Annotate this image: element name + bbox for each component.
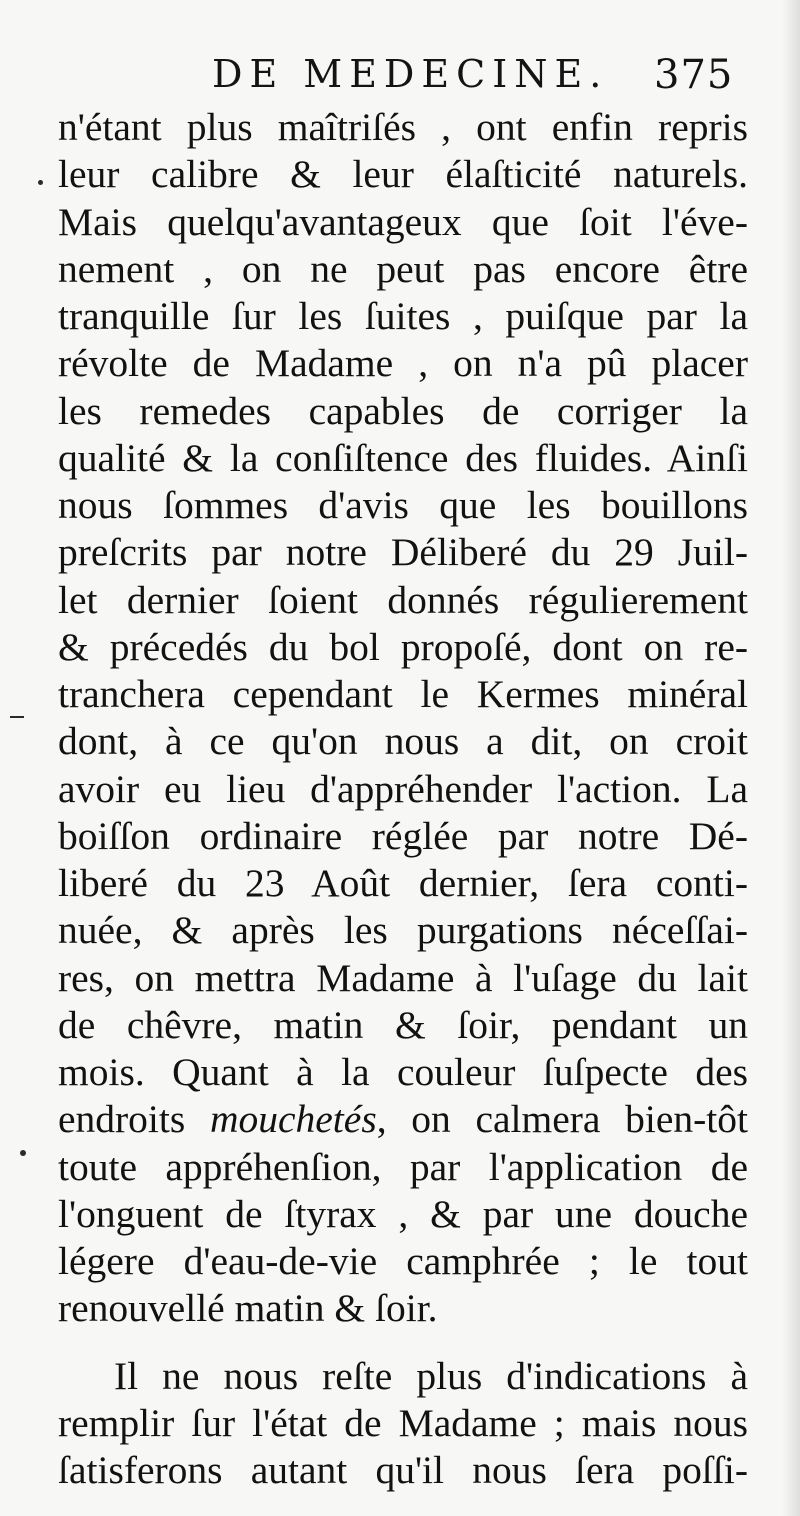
text-line: Mais quelqu'avantageux que ſoit l'éve- [58, 199, 748, 244]
text-line: les remedes capables de corriger la [58, 388, 748, 433]
page-number: 375 [654, 52, 734, 98]
text-line: ſatisferons autant qu'il nous ſera poſſi- [58, 1448, 748, 1492]
text-line: & précedés du bol propoſé, dont on re- [58, 624, 748, 669]
text-line: liberé du 23 Août dernier, ſera conti- [58, 861, 748, 905]
running-head-title: DE MEDECINE. [212, 52, 609, 96]
scan-speck [38, 180, 43, 185]
text-line: leur calibre & leur élaſticité naturels. [58, 152, 748, 197]
text-line: toute appréhenſion, par l'application de [58, 1144, 748, 1189]
text-line: qualité & la conſiſtence des fluides. Ainſi [58, 435, 748, 480]
text-line: nement , on ne peut pas encore être [58, 246, 748, 291]
running-head [0, 52, 800, 100]
text-line: tranchera cependant le Kermes minéral [58, 672, 748, 716]
paragraph-1 [58, 104, 748, 1333]
text-line: tranquille ſur les ſuites , puiſque par la [58, 294, 748, 338]
page-edge-shadow [782, 0, 800, 1516]
scan-speck [20, 1150, 26, 1156]
text-line: renouvellé matin & ſoir. [58, 1286, 438, 1331]
text-line: révolte de Madame , on n'a pû placer [58, 341, 748, 386]
text-line: dont, à ce qu'on nous a dit, on croit [58, 719, 748, 764]
text-segment: endroits [58, 1097, 210, 1142]
text-line: nuée, & après les purgations néceſſai- [58, 908, 748, 953]
text-line: mois. Quant à la couleur ſuſpecte des [58, 1050, 748, 1094]
text-line: preſcrits par notre Déliberé du 29 Juil- [58, 530, 748, 575]
text-segment: , on calmera bien-tôt [376, 1097, 748, 1142]
text-line: légere d'eau-de-vie camphrée ; le tout [58, 1239, 748, 1283]
italic-word: mouchetés [209, 1097, 377, 1142]
text-line: nous ſommes d'avis que les bouillons [58, 483, 748, 527]
text-line: avoir eu lieu d'appréhender l'action. La [58, 766, 748, 811]
text-line: boiſſon ordinaire réglée par notre Dé- [58, 813, 748, 858]
paragraph-2 [58, 1353, 748, 1495]
text-line-with-italic [58, 1096, 748, 1143]
text-line: de chêvre, matin & ſoir, pendant un [58, 1002, 748, 1047]
body-text [58, 104, 748, 1494]
text-line: remplir ſur l'état de Madame ; mais nous [58, 1400, 748, 1445]
text-line: n'étant plus maîtriſés , ont enfin repris [58, 105, 748, 149]
text-line: Il ne nous reſte plus d'indications à [114, 1353, 748, 1398]
text-line: l'onguent de ſtyrax , & par une douche [58, 1191, 748, 1236]
text-line: res, on mettra Madame à l'uſage du lait [58, 955, 748, 1000]
text-line: let dernier ſoient donnés régulierement [58, 577, 748, 622]
scan-speck [10, 716, 24, 718]
